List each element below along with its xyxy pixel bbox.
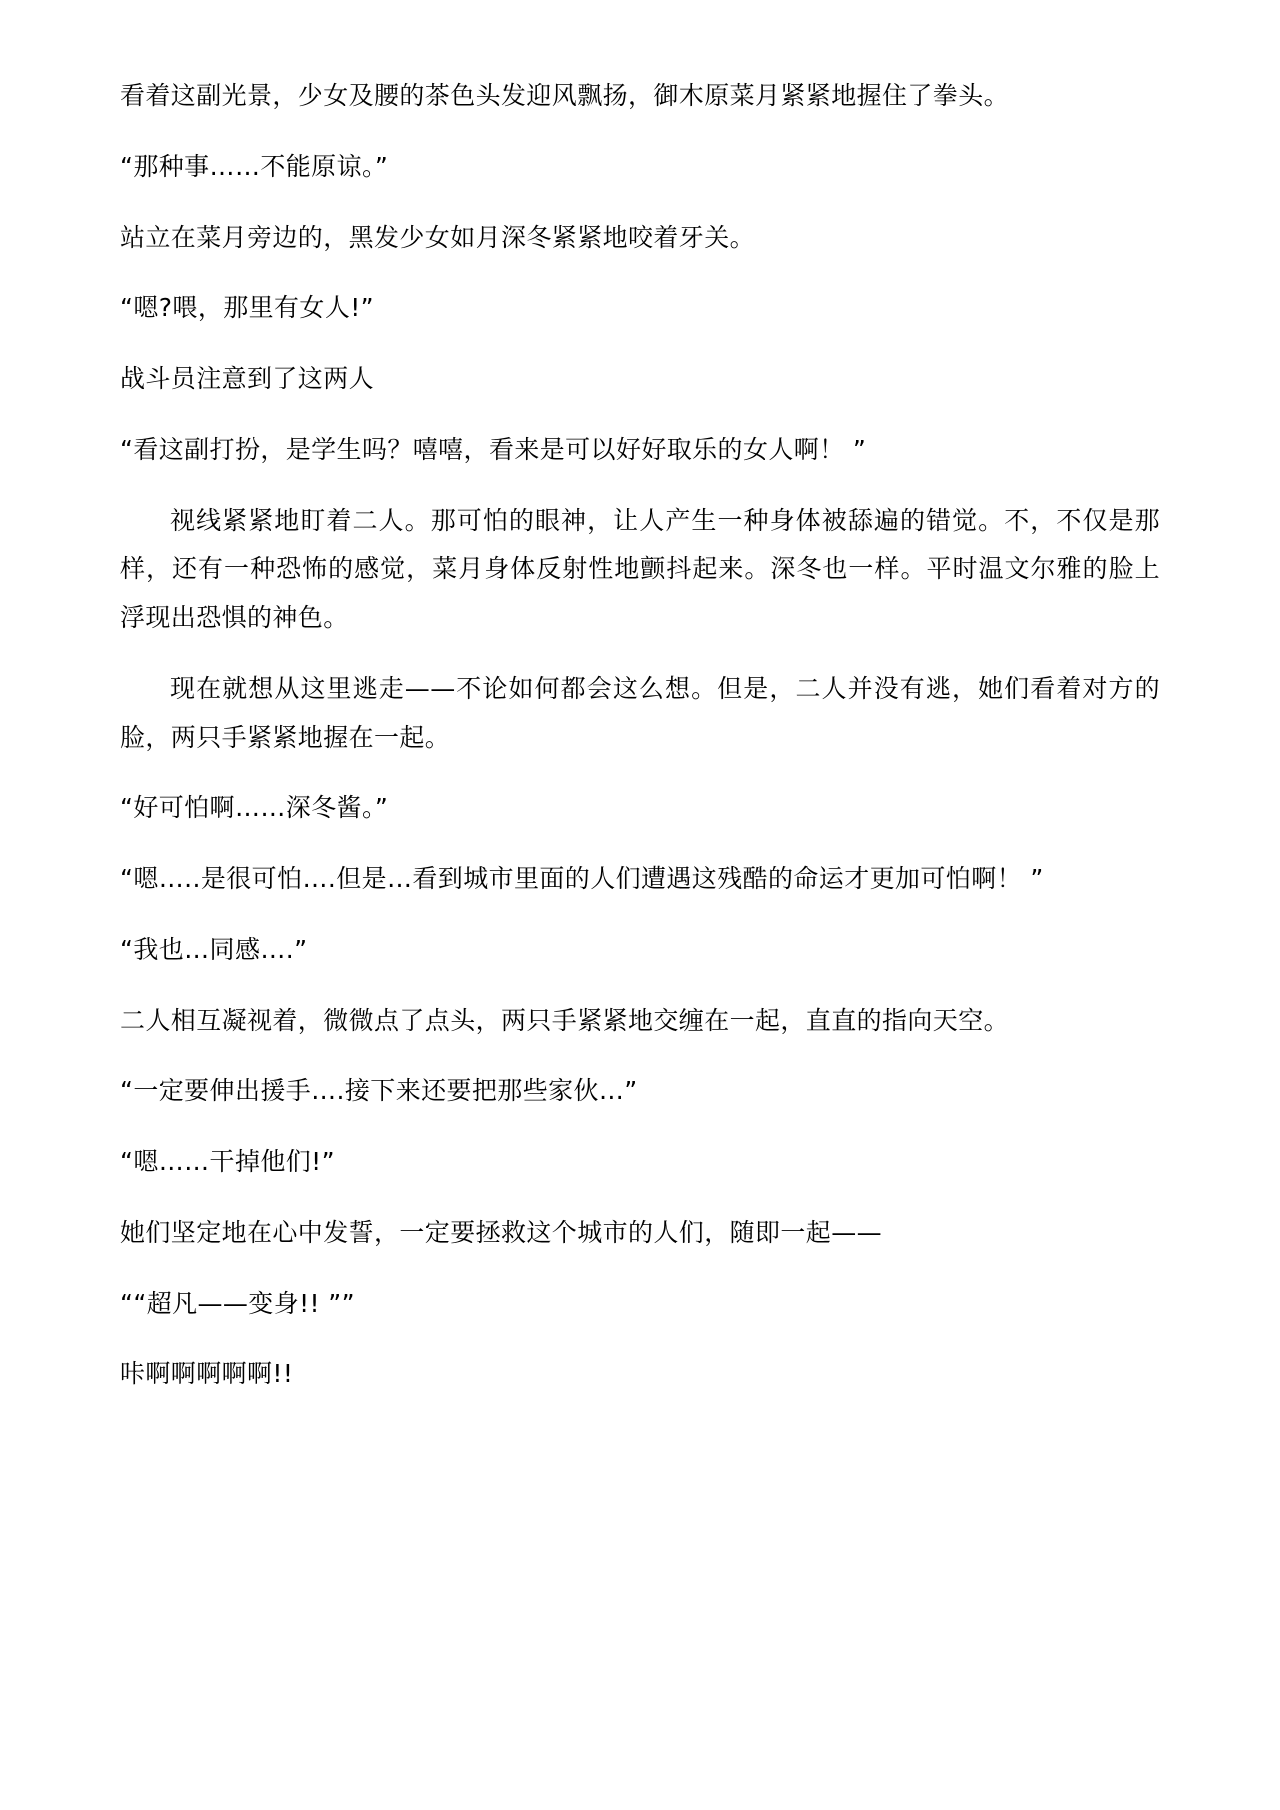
paragraph: 咔啊啊啊啊啊!! (120, 1359, 294, 1389)
paragraph: “嗯……干掉他们!” (120, 1147, 335, 1176)
paragraph: 战斗员注意到了这两人 (120, 364, 375, 393)
paragraph: “嗯…..是很可怕….但是…看到城市里面的人们遭遇这残酷的命运才更加可怕啊！ ” (120, 864, 1044, 893)
document-body (120, 72, 1160, 1399)
paragraph: 二人相互凝视着，微微点了点头，两只手紧紧地交缠在一起，直直的指向天空。 (120, 1005, 1010, 1035)
paragraph: “一定要伸出援手….接下来还要把那些家伙…” (120, 1076, 638, 1106)
paragraph: 视线紧紧地盯着二人。那可怕的眼神，让人产生一种身体被舔遍的错觉。不，不仅是那样，还有一种恐怖的感觉，菜月身体反射性地颤抖起来。深冬也一样。平时温文尔雅的脸上浮现出恐惧的神色。 (120, 505, 1160, 632)
paragraph: 现在就想从这里逃走——不论如何都会这么想。但是，二人并没有逃，她们看着对方的脸，两只手紧紧地握在一起。 (120, 673, 1160, 752)
paragraph: “我也…同感….” (120, 934, 308, 964)
paragraph: 站立在菜月旁边的，黑发少女如月深冬紧紧地咬着牙关。 (120, 222, 756, 252)
paragraph: “好可怕啊……深冬酱。” (120, 793, 389, 823)
paragraph: 看着这副光景，少女及腰的茶色头发迎风飘扬，御木原菜月紧紧地握住了拳头。 (120, 81, 1010, 110)
paragraph: “那种事……不能原谅。” (120, 151, 389, 181)
paragraph: “嗯?喂，那里有女人!” (120, 293, 374, 323)
paragraph: “看这副打扮，是学生吗？嘻嘻，看来是可以好好取乐的女人啊！ ” (120, 434, 867, 464)
paragraph: ““超凡——变身!! ”” (120, 1288, 355, 1318)
paragraph: 她们坚定地在心中发誓，一定要拯救这个城市的人们，随即一起—— (120, 1217, 883, 1247)
